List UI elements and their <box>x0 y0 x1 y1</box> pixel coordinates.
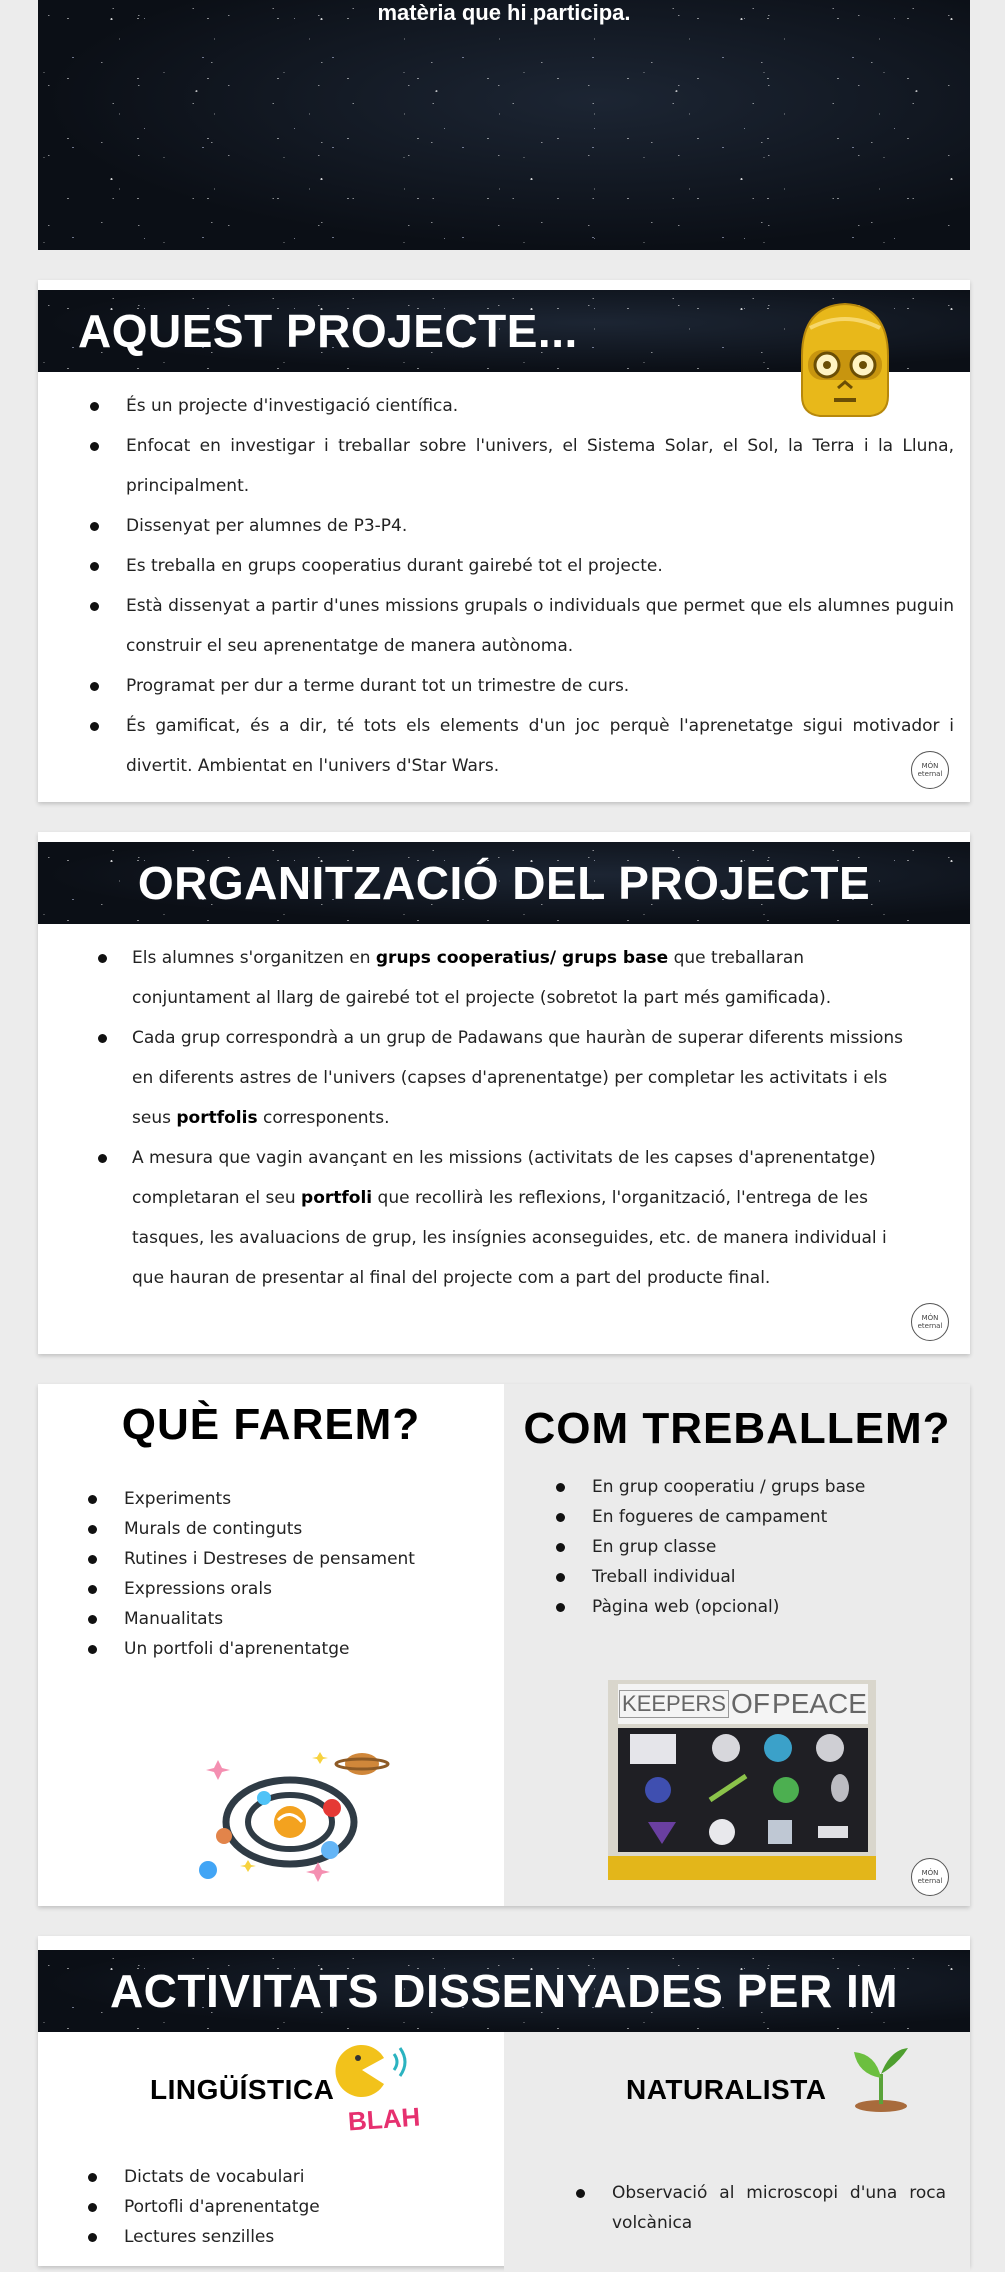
list-item: Manualitats <box>38 1604 504 1634</box>
list-item <box>38 1018 970 1138</box>
que-farem-title: QUÈ FAREM? <box>121 1400 421 1449</box>
list-item: Pàgina web (opcional) <box>504 1592 970 1622</box>
photo-word-peace: PEACE <box>772 1688 867 1719</box>
top-banner <box>38 0 970 250</box>
organitzacio-header <box>38 842 970 924</box>
list-item: En grup classe <box>504 1532 970 1562</box>
item-text: Cada grup correspondrà a un grup de Padawans que hauràn de superar diferents missions en diferents astres de l'univers (capses d'aprenentatge) per completar les activitats i els seus <box>132 1028 904 1128</box>
item-text: que treballaran conjuntament al llarg de gairebé tot el projecte (sobretot la part més gamificada). <box>132 948 832 1008</box>
sprout-icon <box>846 2044 916 2114</box>
que-farem-card <box>38 1384 970 1906</box>
com-treballem-list <box>504 1472 970 1622</box>
list-item: Experiments <box>38 1484 504 1514</box>
linguistica-column <box>38 2032 504 2272</box>
list-item: Lectures senzilles <box>38 2222 504 2252</box>
list-item: Treball individual <box>504 1562 970 1592</box>
list-item: Portofli d'aprenentatge <box>38 2192 504 2222</box>
linguistica-title: LINGÜÍSTICA <box>150 2074 335 2105</box>
list-item <box>38 1138 970 1298</box>
list-item: Dissenyat per alumnes de P3-P4. <box>38 506 970 546</box>
organitzacio-title: ORGANITZACIÓ DEL PROJECTE <box>137 857 871 909</box>
linguistica-list <box>38 2162 504 2252</box>
photo-banner <box>618 1684 868 1724</box>
list-item: És gamificat, és a dir, té tots els elements d'un joc perquè l'aprenetatge sigui motivador i divertit. Ambientat en l'univers d'Star Wars. <box>38 706 970 786</box>
list-item: Enfocat en investigar i treballar sobre l'univers, el Sistema Solar, el Sol, la Terra i la Lluna, principalment. <box>38 426 970 506</box>
naturalista-title: NATURALISTA <box>626 2074 827 2105</box>
list-item: Rutines i Destreses de pensament <box>38 1544 504 1574</box>
item-bold: portfoli <box>301 1188 373 1208</box>
organitzacio-list <box>38 938 970 1298</box>
badges-icon <box>618 1728 868 1852</box>
activitats-title: ACTIVITATS DISSENYADES PER IM <box>109 1965 899 2017</box>
activitats-header <box>38 1950 970 2032</box>
aquest-projecte-title: AQUEST PROJECTE... <box>78 305 578 357</box>
naturalista-column <box>504 2032 970 2272</box>
solar-system-icon <box>198 1744 388 1884</box>
top-banner-caption: matèria que hi participa. <box>377 0 631 25</box>
photo-shelf <box>608 1856 876 1880</box>
list-item: Murals de continguts <box>38 1514 504 1544</box>
list-item: Dictats de vocabulari <box>38 2162 504 2192</box>
aquest-projecte-card <box>38 280 970 802</box>
list-item: Programat per dur a terme durant tot un trimestre de curs. <box>38 666 970 706</box>
mon-eternal-stamp: MÓN eternal <box>911 1303 949 1341</box>
item-text: Els alumnes s'organitzen en <box>132 948 376 968</box>
item-text: corresponents. <box>257 1108 390 1128</box>
item-bold: grups cooperatius/ grups base <box>375 948 669 968</box>
blah-label: BLAH <box>347 2101 422 2137</box>
list-item <box>38 938 970 1018</box>
item-text: A mesura que vagin avançant en les missions (activitats de les capses d'aprenentatge) completaran el seu <box>132 1148 876 1208</box>
list-item: Es treballa en grups cooperatius durant gairebé tot el projecte. <box>38 546 970 586</box>
com-treballem-column <box>504 1384 970 1906</box>
organitzacio-card <box>38 832 970 1354</box>
photo-board <box>618 1728 868 1852</box>
list-item: En grup cooperatiu / grups base <box>504 1472 970 1502</box>
photo-word-keepers: KEEPERS <box>619 1690 729 1718</box>
photo-word-of: OF <box>731 1688 770 1719</box>
que-farem-list <box>38 1484 504 1664</box>
keepers-of-peace-photo <box>608 1680 876 1880</box>
list-item: Està dissenyat a partir d'unes missions grupals o individuals que permet que els alumnes puguin construir el seu aprenentatge de manera autònoma. <box>38 586 970 666</box>
list-item: Expressions orals <box>38 1574 504 1604</box>
mon-eternal-stamp: MÓN eternal <box>911 751 949 789</box>
list-item: Observació al microscopi d'una roca volcànica <box>526 2178 946 2238</box>
list-item: Un portfoli d'aprenentatge <box>38 1634 504 1664</box>
list-item: És un projecte d'investigació científica. <box>38 386 970 426</box>
list-item: En fogueres de campament <box>504 1502 970 1532</box>
naturalista-list <box>526 2178 946 2238</box>
com-treballem-title: COM TREBALLEM? <box>523 1404 951 1453</box>
activitats-card <box>38 1936 970 2266</box>
item-text: que recollirà les reflexions, l'organització, l'entrega de les tasques, les avaluacions de grup, les insígnies aconseguides, etc. de manera individual i que hauran de presentar al final del projecte com a part del producte final. <box>132 1188 887 1288</box>
item-bold: portfolis <box>176 1108 258 1128</box>
mon-eternal-stamp: MÓN eternal <box>911 1858 949 1896</box>
aquest-projecte-list <box>38 386 970 786</box>
que-farem-column <box>38 1384 504 1906</box>
